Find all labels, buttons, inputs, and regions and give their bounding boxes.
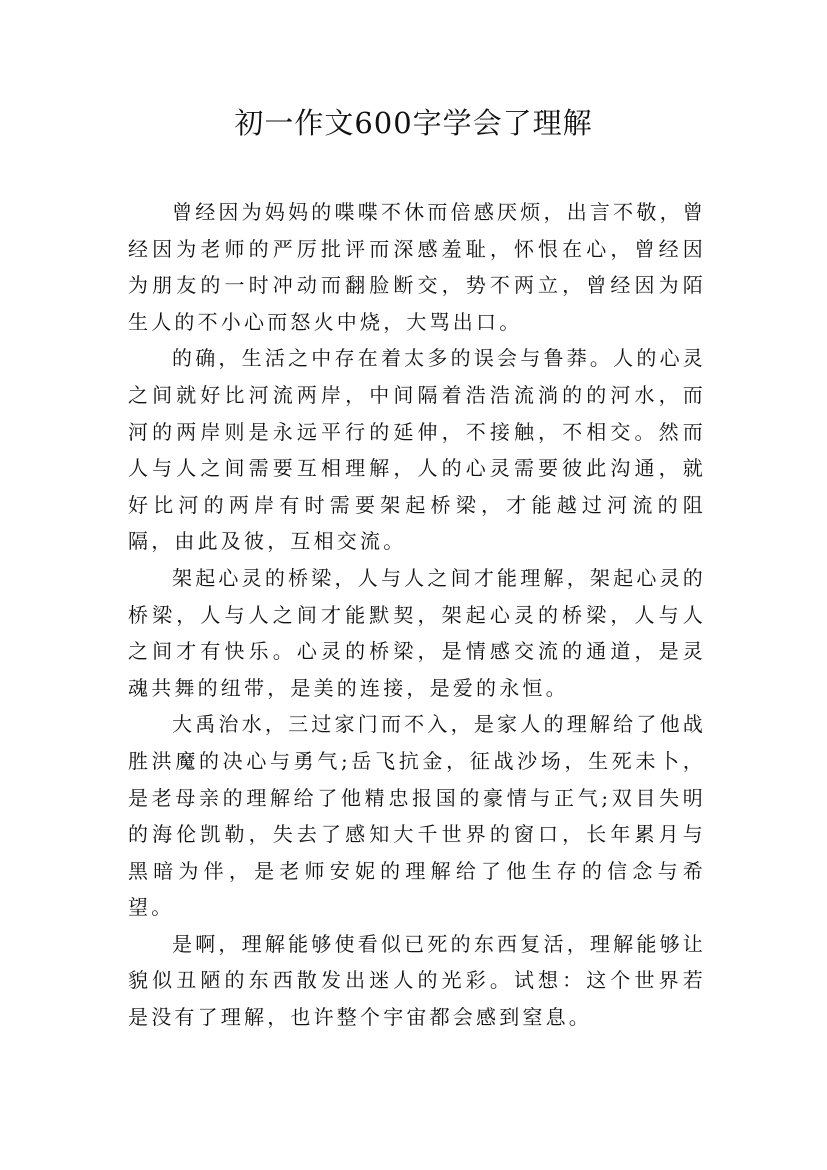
paragraph-1: 曾经因为妈妈的喋喋不休而倍感厌烦，出言不敬，曾经因为老师的严厉批评而深感羞耻，怀恨在心，曾经因为朋友的一时冲动而翻脸断交，势不两立，曾经因为陌生人的不小心而怒火中烧，大骂出口。 [128,200,706,334]
paragraph-2: 的确，生活之中存在着太多的误会与鲁莽。人的心灵之间就好比河流两岸，中间隔着浩浩流淌的的河水，而河的两岸则是永远平行的延伸，不接触，不相交。然而人与人之间需要互相理解，人的心灵需要彼此沟通，就好比河的两岸有时需要架起桥梁，才能越过河流的阻隔，由此及彼，互相交流。 [128,346,706,554]
essay-body [128,194,706,1036]
paragraph-3: 架起心灵的桥梁，人与人之间才能理解，架起心灵的桥梁，人与人之间才能默契，架起心灵的桥梁，人与人之间才有快乐。心灵的桥梁，是情感交流的通道，是灵魂共舞的纽带，是美的连接，是爱的永恒。 [128,565,706,700]
page-title: 初一作文600字学会了理解 [234,106,593,140]
paragraph-5: 是啊，理解能够使看似已死的东西复活，理解能够让貌似丑陋的东西散发出迷人的光彩。试想：这个世界若是没有了理解，也许整个宇宙都会感到窒息。 [128,931,706,1030]
paragraph-4: 大禹治水，三过家门而不入，是家人的理解给了他战胜洪魔的决心与勇气;岳飞抗金，征战沙场，生死未卜，是老母亲的理解给了他精忠报国的豪情与正气;双目失明的海伦凯勒，失去了感知大千世界的窗口，长年累月与黑暗为伴，是老师安妮的理解给了他生存的信念与希望。 [128,712,706,920]
